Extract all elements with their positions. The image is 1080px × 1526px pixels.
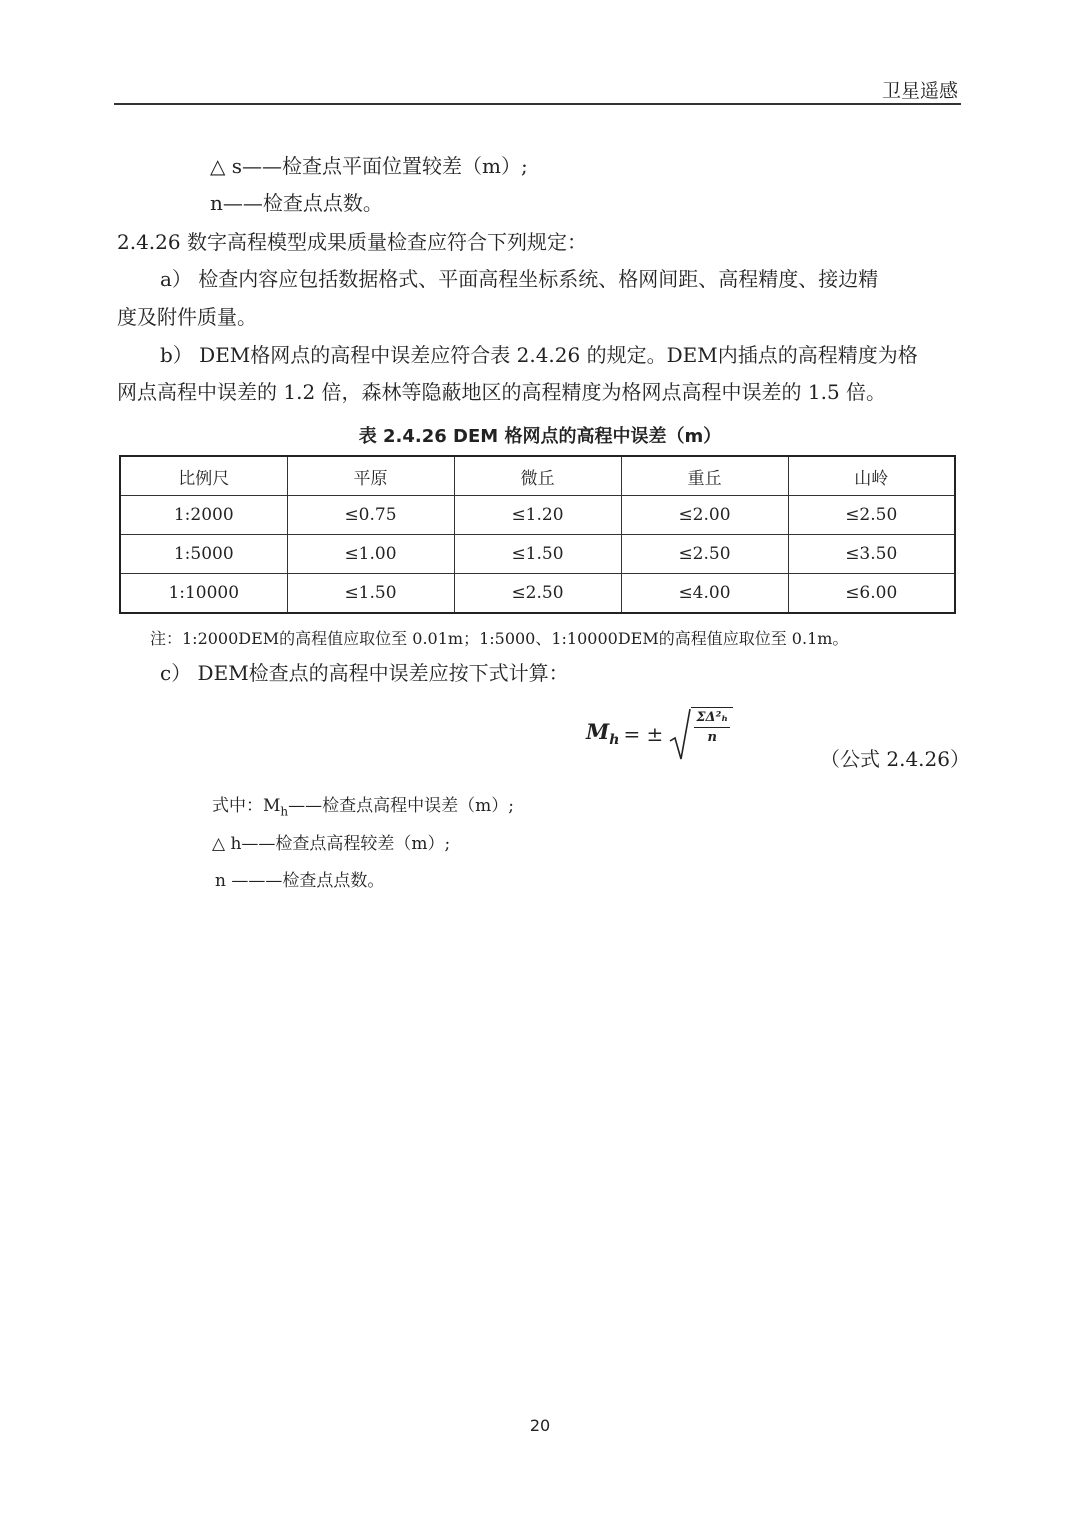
formula-fraction [691,707,733,761]
table-cell: ≤2.50 [621,535,788,574]
dem-accuracy-table [119,455,956,614]
def-mh: 式中：$M_h——$检查点高程中误差（m）; [212,796,515,819]
clause-heading: 2.4.26 数字高程模型成果质量检查应符合下列规定： [117,230,587,254]
page-number: 20 [529,1416,551,1435]
table-row [120,535,955,574]
table-cell: ≤1.20 [454,496,621,535]
item-a-line1: a） 检查内容应包括数据格式、平面高程坐标系统、格网间距、高程精度、接边精 [160,267,879,291]
table-cell: ≤1.50 [454,535,621,574]
header-title: 卫星遥感 [881,80,958,102]
table-cell: ≤1.50 [287,574,454,614]
item-b-line2: 网点高程中误差的 1.2 倍，森林等隐蔽地区的高程精度为格网点高程中误差的 1.5 倍。 [117,380,887,404]
radical-sign-icon [669,707,691,761]
formula-label: （公式 2.4.26） [820,747,970,771]
def-n-2: n ———检查点点数。 [215,871,385,891]
header-rule [114,103,961,105]
formula-denominator: n [707,730,717,745]
item-a-line2: 度及附件质量。 [117,305,257,329]
table-note: 注：1:2000DEM的高程值应取位至 0.01m；1:5000、1:10000DEM的高程值应取位至 0.1m。 [150,629,849,648]
table-cell: ≤1.00 [287,535,454,574]
formula-sqrt [669,707,733,761]
table-cell: 1:2000 [120,496,287,535]
col-header: 平原 [287,456,454,496]
formula-lhs: $M_h$ [586,719,620,749]
table-header-row [120,456,955,496]
table-cell: ≤4.00 [621,574,788,614]
table-cell: ≤2.50 [788,496,955,535]
item-b-line1: b） DEM格网点的高程中误差应符合表 2.4.26 的规定。DEM内插点的高程精度为格 [160,343,918,367]
col-header: 微丘 [454,456,621,496]
table-row [120,496,955,535]
table-cell: ≤3.50 [788,535,955,574]
def-dh: △ h——检查点高程较差（m）; [212,834,451,854]
table-cell: ≤0.75 [287,496,454,535]
table-cell: ≤2.50 [454,574,621,614]
formula-mh [586,706,733,762]
def-n-1: n——检查点点数。 [210,191,383,215]
table-cell: 1:5000 [120,535,287,574]
col-header: 重丘 [621,456,788,496]
table-caption: 表 2.4.26 DEM 格网点的高程中误差（m） [358,426,722,447]
col-header: 比例尺 [120,456,287,496]
def-delta-s: △ s——检查点平面位置较差（m）; [210,154,528,178]
table-cell: 1:10000 [120,574,287,614]
item-c: c） DEM检查点的高程中误差应按下式计算： [160,661,569,685]
formula-operator: = ± [623,722,664,746]
formula-numerator: ΣΔ²ₕ [694,710,730,728]
table-cell: ≤2.00 [621,496,788,535]
table-row [120,574,955,614]
table-cell: ≤6.00 [788,574,955,614]
col-header: 山岭 [788,456,955,496]
